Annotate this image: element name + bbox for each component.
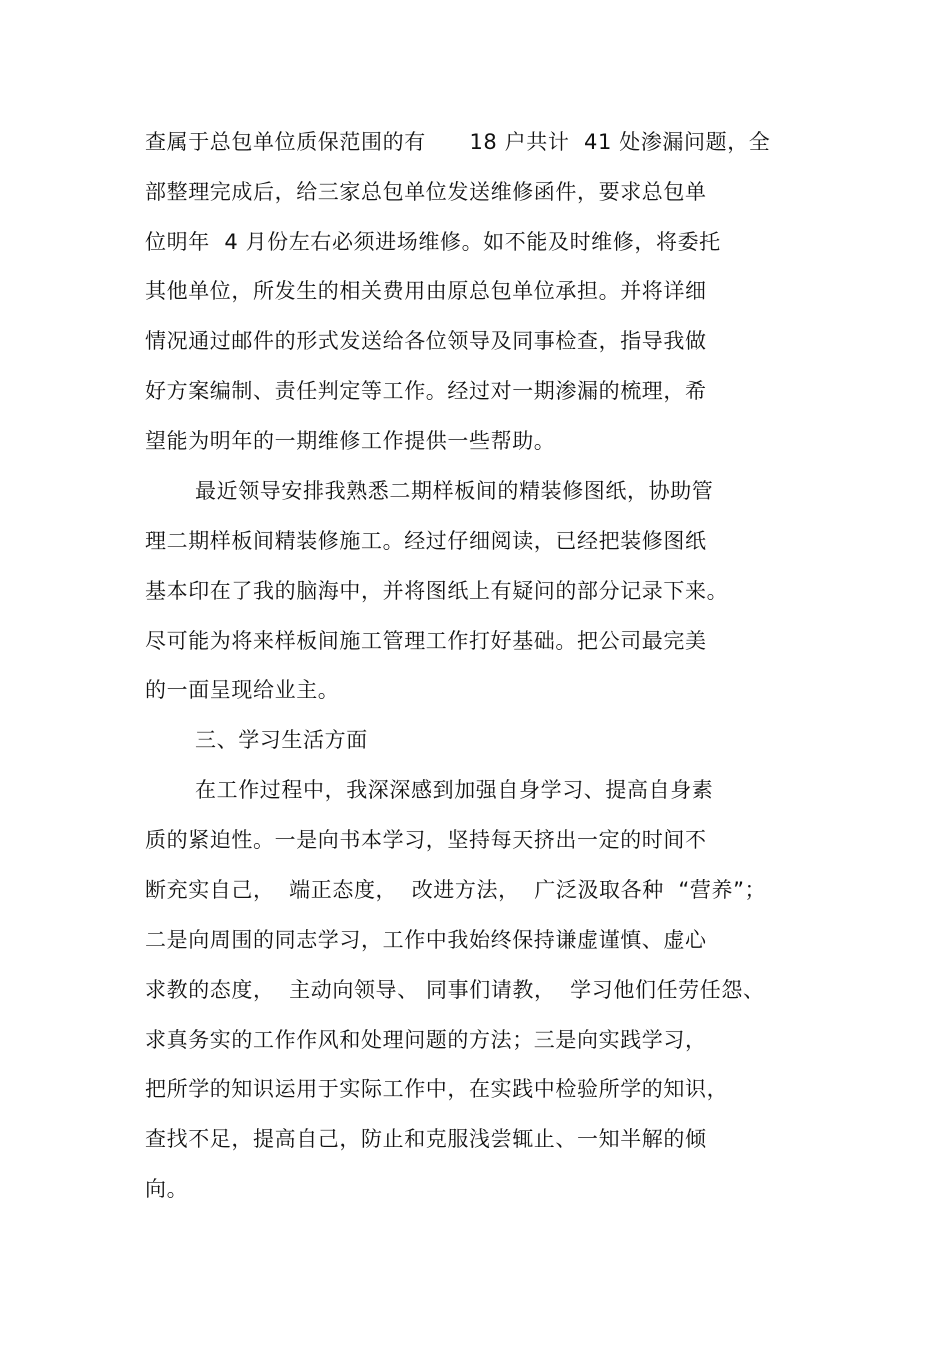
text-line: 尽可能为将来样板间施工管理工作打好基础。把公司最完美 bbox=[145, 629, 707, 653]
paragraph-start-line: 在工作过程中，我深深感到加强自身学习、提高自身素 bbox=[195, 778, 714, 802]
text-line: 二是向周围的同志学习，工作中我始终保持谦虚谨慎、虚心 bbox=[145, 928, 707, 952]
text-line: 其他单位，所发生的相关费用由原总包单位承担。并将详细 bbox=[145, 279, 707, 303]
text-line: 理二期样板间精装修施工。经过仔细阅读，已经把装修图纸 bbox=[145, 529, 707, 553]
text-line: 望能为明年的一期维修工作提供一些帮助。 bbox=[145, 429, 556, 453]
paragraph-start-line: 最近领导安排我熟悉二期样板间的精装修图纸，协助管 bbox=[195, 479, 714, 503]
text-line: 求教的态度， 主动向领导、 同事们请教， 学习他们任劳任怨、 bbox=[145, 978, 765, 1002]
text-line: 查属于总包单位质保范围的有 18 户共计 41 处渗漏问题，全 bbox=[145, 130, 771, 154]
text-line: 好方案编制、责任判定等工作。经过对一期渗漏的梳理，希 bbox=[145, 379, 707, 403]
text-line: 部整理完成后，给三家总包单位发送维修函件，要求总包单 bbox=[145, 180, 707, 204]
text-line: 查找不足，提高自己，防止和克服浅尝辄止、一知半解的倾 bbox=[145, 1127, 707, 1151]
text-line: 质的紧迫性。一是向书本学习，坚持每天挤出一定的时间不 bbox=[145, 828, 707, 852]
text-line: 把所学的知识运用于实际工作中，在实践中检验所学的知识， bbox=[145, 1077, 729, 1101]
text-line: 断充实自己， 端正态度， 改进方法， 广泛汲取各种 “营养”； bbox=[145, 878, 767, 902]
section-heading: 三、学习生活方面 bbox=[195, 728, 368, 752]
text-line: 的一面呈现给业主。 bbox=[145, 678, 340, 702]
text-line: 基本印在了我的脑海中，并将图纸上有疑问的部分记录下来。 bbox=[145, 579, 729, 603]
text-line: 向。 bbox=[145, 1177, 189, 1201]
text-line: 位明年 4 月份左右必须进场维修。如不能及时维修，将委托 bbox=[145, 230, 721, 254]
text-line: 情况通过邮件的形式发送给各位领导及同事检查，指导我做 bbox=[145, 329, 707, 353]
text-line: 求真务实的工作作风和处理问题的方法；三是向实践学习， bbox=[145, 1028, 707, 1052]
